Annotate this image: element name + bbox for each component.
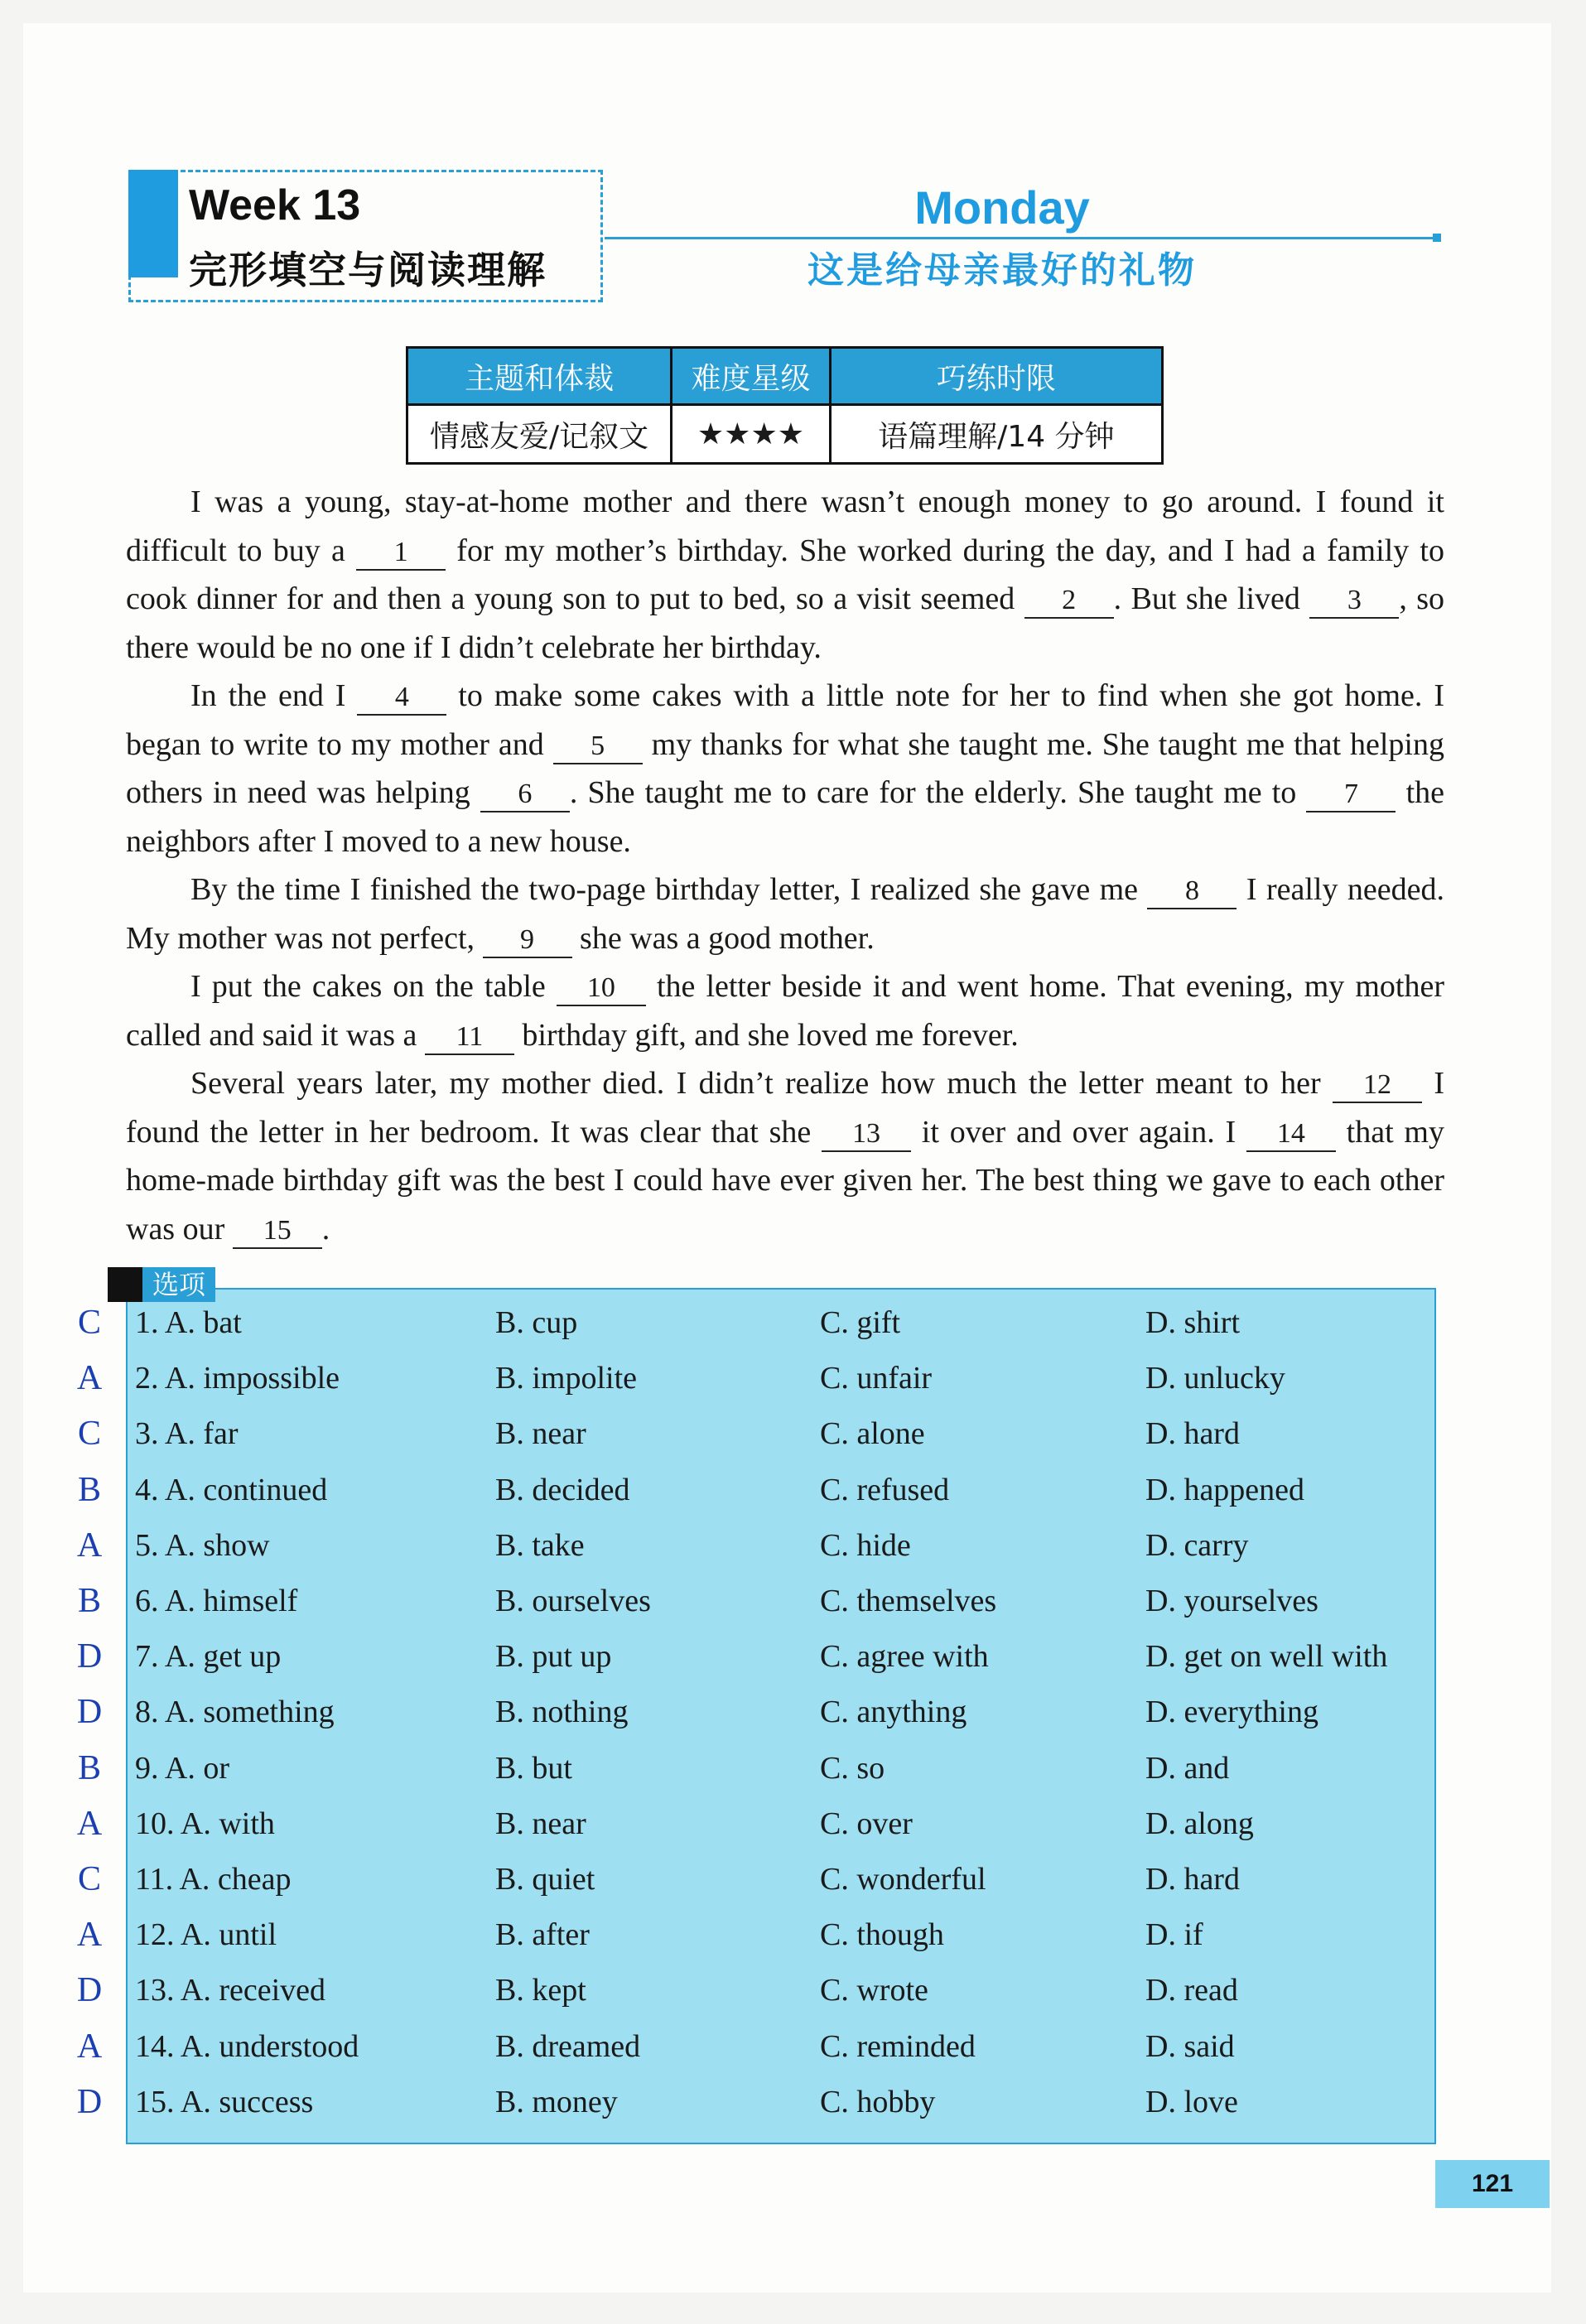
week-title: Week 13 — [189, 181, 361, 229]
blank-14: 14 — [1246, 1117, 1336, 1152]
option-a: 8. A. something — [135, 1695, 335, 1730]
day-title: Monday — [914, 181, 1090, 234]
info-header-time: 巧练时限 — [830, 348, 1162, 405]
option-c: C. hide — [820, 1527, 911, 1563]
option-c: C. gift — [820, 1305, 901, 1340]
option-a: 12. A. until — [135, 1917, 277, 1953]
blank-5: 5 — [553, 730, 643, 764]
option-d: D. happened — [1145, 1472, 1305, 1507]
blank-9: 9 — [483, 923, 572, 958]
text: , so there would be no one if I didn’t celebrate her birthday. — [126, 581, 1444, 665]
text: she was a good mother. — [571, 920, 875, 956]
option-c: C. themselves — [820, 1584, 997, 1618]
answer-mark: A — [76, 1916, 103, 1955]
blank-6: 6 — [480, 778, 570, 812]
option-row — [0, 1917, 1586, 1971]
option-c: C. wonderful — [820, 1862, 986, 1897]
option-row — [0, 1972, 1586, 2027]
option-d: D. unlucky — [1145, 1361, 1285, 1396]
header-divider — [605, 237, 1437, 239]
blank-4: 4 — [357, 681, 446, 716]
text: . She taught me to care for the elderly. She taught me to — [569, 775, 1307, 810]
answer-mark: C — [77, 1860, 101, 1898]
option-c: C. refused — [820, 1472, 950, 1507]
blank-1: 1 — [356, 536, 446, 571]
option-c: C. reminded — [820, 2028, 976, 2064]
option-row — [0, 1750, 1586, 1805]
text: I put the cakes on the table — [190, 969, 557, 1004]
option-d: D. hard — [1145, 1416, 1240, 1452]
option-a: 1. A. bat — [135, 1305, 242, 1340]
blank-11: 11 — [425, 1020, 514, 1055]
passage — [126, 478, 1444, 1253]
option-d: D. love — [1145, 2084, 1238, 2119]
text: birthday gift, and she loved me forever. — [513, 1017, 1019, 1053]
option-a: 6. A. himself — [135, 1584, 298, 1618]
option-b: B. kept — [495, 1973, 586, 2008]
option-a: 9. A. or — [135, 1750, 229, 1786]
text: I really needed. My mother was not perfect, — [126, 872, 1444, 956]
answer-mark: D — [76, 1971, 103, 2010]
option-c: C. over — [820, 1806, 913, 1841]
info-table — [406, 346, 1164, 465]
option-row — [0, 1694, 1586, 1748]
option-c: C. hobby — [820, 2084, 936, 2119]
option-c: C. alone — [820, 1416, 925, 1452]
option-c: C. wrote — [820, 1973, 928, 2008]
blank-10: 10 — [557, 972, 646, 1006]
option-b: B. ourselves — [495, 1584, 651, 1618]
option-d: D. if — [1145, 1917, 1203, 1953]
option-b: B. put up — [495, 1639, 612, 1675]
paragraph-5 — [126, 1059, 1444, 1253]
answer-mark: D — [76, 2082, 103, 2121]
option-c: C. so — [820, 1750, 885, 1786]
option-row — [0, 1415, 1586, 1470]
text: . But she lived — [1113, 581, 1310, 616]
paragraph-2 — [126, 672, 1444, 865]
option-a: 3. A. far — [135, 1416, 239, 1452]
blank-3: 3 — [1309, 584, 1399, 619]
option-d: D. hard — [1145, 1862, 1240, 1897]
info-header-difficulty: 难度星级 — [672, 348, 831, 405]
blank-2: 2 — [1024, 584, 1114, 619]
option-b: B. after — [495, 1917, 590, 1953]
answer-mark: D — [76, 1637, 103, 1676]
option-row — [0, 1527, 1586, 1582]
text: for my mother’s birthday. She worked during the day, and I had a family to cook dinner for and then a young son to put to bed, so a visit seemed — [126, 533, 1444, 616]
info-value-time: 语篇理解/14 分钟 — [830, 405, 1162, 464]
label-square-icon — [108, 1267, 142, 1302]
paragraph-4 — [126, 962, 1444, 1059]
paragraph-1 — [126, 478, 1444, 672]
option-row — [0, 1304, 1586, 1359]
option-row — [0, 1583, 1586, 1637]
option-b: B. nothing — [495, 1695, 629, 1730]
text: to make some cakes with a little note for her to find when she got home. I began to write to my mother and — [126, 678, 1444, 762]
option-b: B. quiet — [495, 1862, 595, 1897]
options-label-tag — [108, 1267, 250, 1302]
option-row — [0, 1360, 1586, 1415]
option-b: B. near — [495, 1806, 586, 1841]
option-b: B. but — [495, 1750, 572, 1786]
option-row — [0, 2028, 1586, 2083]
options-label: 选项 — [142, 1267, 215, 1302]
option-d: D. said — [1145, 2028, 1235, 2064]
option-row — [0, 1638, 1586, 1693]
text: my thanks for what she taught me. She taught me that helping others in need was helping — [126, 726, 1444, 810]
option-a: 15. A. success — [135, 2084, 314, 2119]
answer-mark: B — [77, 1470, 101, 1509]
option-d: D. along — [1145, 1806, 1254, 1841]
option-b: B. dreamed — [495, 2028, 641, 2064]
blank-15: 15 — [233, 1214, 322, 1249]
option-a: 5. A. show — [135, 1527, 270, 1563]
text: the letter beside it and went home. That evening, my mother called and said it was a — [126, 969, 1445, 1053]
option-b: B. cup — [495, 1305, 578, 1340]
info-value-difficulty: ★★★★ — [672, 405, 831, 464]
answer-mark: A — [76, 1359, 103, 1398]
option-a: 10. A. with — [135, 1806, 275, 1841]
answer-mark: A — [76, 2027, 103, 2066]
text: By the time I finished the two-page birthday letter, I realized she gave me — [190, 872, 1148, 907]
answer-mark: A — [76, 1526, 103, 1565]
option-b: B. decided — [495, 1472, 630, 1507]
info-value-theme: 情感友爱/记叙文 — [407, 405, 672, 464]
answer-mark: B — [77, 1748, 101, 1787]
answer-mark: B — [77, 1582, 101, 1620]
option-a: 7. A. get up — [135, 1639, 282, 1675]
option-d: D. shirt — [1145, 1305, 1240, 1340]
option-row — [0, 2084, 1586, 2138]
option-d: D. get on well with — [1145, 1639, 1388, 1675]
option-c: C. though — [820, 1917, 944, 1953]
option-row — [0, 1806, 1586, 1860]
answer-mark: C — [77, 1415, 101, 1454]
lesson-title: 这是给母亲最好的礼物 — [807, 249, 1197, 292]
option-c: C. anything — [820, 1695, 967, 1730]
text: it over and over again. I — [911, 1114, 1246, 1150]
blank-12: 12 — [1333, 1068, 1422, 1103]
option-d: D. yourselves — [1145, 1584, 1318, 1618]
text: the neighbors after I moved to a new house. — [126, 775, 1444, 859]
option-a: 13. A. received — [135, 1973, 326, 2008]
option-a: 4. A. continued — [135, 1472, 328, 1507]
header-divider-end — [1433, 234, 1441, 242]
section-title: 完形填空与阅读理解 — [189, 248, 547, 292]
blank-7: 7 — [1306, 778, 1396, 812]
option-b: B. money — [495, 2084, 618, 2119]
option-a: 2. A. impossible — [135, 1361, 340, 1396]
option-d: D. everything — [1145, 1695, 1318, 1730]
info-header-theme: 主题和体裁 — [407, 348, 672, 405]
option-d: D. read — [1145, 1973, 1238, 2008]
text: that my home-made birthday gift was the best I could have ever given her. The best thing we gave to each other was our — [126, 1114, 1444, 1246]
option-d: D. carry — [1145, 1527, 1249, 1563]
option-a: 14. A. understood — [135, 2028, 359, 2064]
option-c: C. unfair — [820, 1361, 933, 1396]
week-accent-bar — [128, 170, 178, 277]
text: . — [321, 1211, 330, 1246]
option-b: B. near — [495, 1416, 586, 1452]
option-a: 11. A. cheap — [135, 1862, 292, 1897]
text: In the end I — [190, 678, 358, 713]
blank-13: 13 — [822, 1117, 911, 1152]
text: I was a young, stay-at-home mother and there wasn’t enough money to go around. I found it difficult to buy a — [126, 485, 1444, 568]
answer-mark: C — [77, 1304, 101, 1342]
option-b: B. impolite — [495, 1361, 637, 1396]
blank-8: 8 — [1147, 875, 1237, 909]
text: I found the letter in her bedroom. It was clear that she — [126, 1066, 1445, 1150]
paragraph-3 — [126, 865, 1444, 962]
page-number: 121 — [1435, 2160, 1550, 2208]
text: Several years later, my mother died. I didn’t realize how much the letter meant to her — [190, 1066, 1333, 1101]
option-row — [0, 1472, 1586, 1526]
answer-mark: D — [76, 1693, 103, 1732]
option-c: C. agree with — [820, 1639, 989, 1675]
option-row — [0, 1861, 1586, 1916]
answer-mark: A — [76, 1804, 103, 1843]
option-b: B. take — [495, 1527, 585, 1563]
option-d: D. and — [1145, 1750, 1230, 1786]
